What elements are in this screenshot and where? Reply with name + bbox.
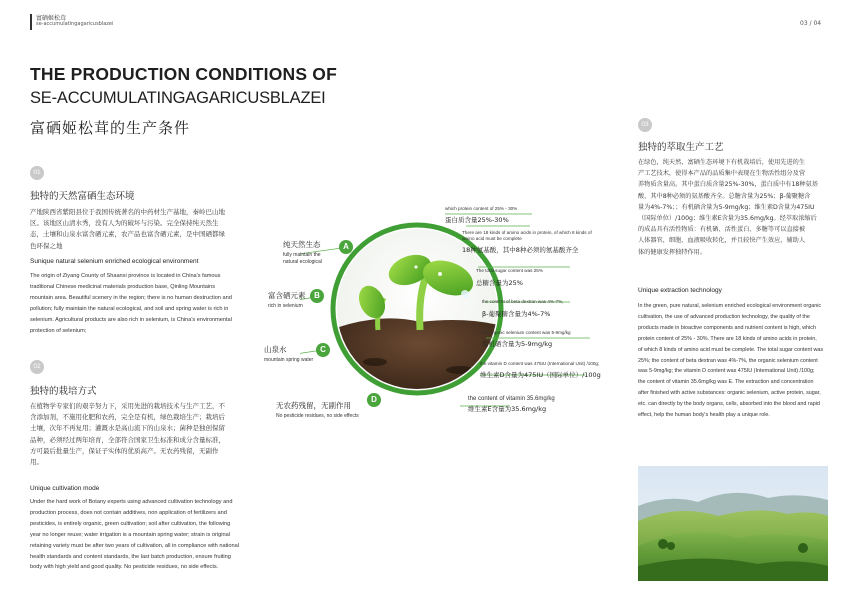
label-amino-cn: 18种氨基酸，其中8种必须的氨基酸齐全 [462, 246, 579, 254]
text-line: 25%; the content of beta dextran was 4%-7%, the organic selenium content [638, 357, 818, 364]
text-line: The origin of Ziyang County of Shaanxi province is located in China's famous [30, 273, 221, 279]
text-line: of which 8 kinds of amino acid must be complete. The total sugar content was [638, 346, 824, 353]
text-line: after finished with active substances: organic selenium, active protein, sugar, [638, 390, 821, 397]
text-line: the content of vitamin 35.6mg/kg was E. The extraction and concentration [638, 379, 814, 386]
title-cn: 富硒姬松茸的生产条件 [30, 119, 191, 137]
header-line2: se-accumulatingagaricusblazei [36, 21, 114, 27]
text-line: 色环保之地 [30, 241, 63, 250]
label-a-en1: fully maintain the [283, 252, 321, 258]
text-line: selenium. Agricultural products are also rich in selenium, is China's environmental [30, 316, 232, 323]
marker-d: D [367, 393, 381, 407]
text-line: 方可最后批量生产，保证子实体的优质高产。无农药残留，无副作 [30, 446, 219, 455]
title-en-line1: THE PRODUCTION CONDITIONS OF [30, 64, 337, 84]
label-vitamin-e-en: the content of vitamin 35.6mg/kg [468, 396, 555, 402]
label-c-cn: 山泉水 [264, 345, 287, 354]
label-c-en: mountain spring water [264, 357, 314, 363]
section-02-badge: 02 [30, 360, 44, 374]
text-line: traditional Chinese medicinal materials production base, Qinling Mountains [30, 283, 216, 290]
section-03-en-text [638, 301, 828, 421]
text-line: production process, does not contain additives, non application of fertilizers and [30, 509, 227, 516]
section-02-en-text [30, 497, 245, 573]
text-line: pollution; fully maintain the natural ecological, and soil and spring water is rich in [30, 305, 229, 312]
text-line: 在植物学专家们的艰辛努力下，采用先进的栽培技术与生产工艺，不 [30, 402, 225, 410]
text-line: pesticides, is entirely organic, green cultivation; soil after cultivation, the following [30, 520, 231, 527]
header-bar [30, 14, 32, 30]
text-line: 产工艺技术，使得本产品的品质集中表现在生物活性组分及营 [638, 170, 806, 178]
text-line: 用。 [30, 458, 43, 467]
marker-c: C [316, 343, 330, 357]
text-line: 的成品具有活性物质：有机硒、活性蛋白、多糖等可以直接被 [638, 226, 806, 234]
text-line: 土壤，次年不再复用；灌溉水是高山流下的山泉水；菌种是独创保留 [30, 424, 225, 433]
text-line: 产地陕西省紫阳县位于我国传统著名的中药材生产基地，秦岭巴山地 [30, 208, 225, 216]
label-amino-en: There are 18 kinds of amino acids in protein, of which 8 kinds of amino acid must be complete [462, 230, 592, 241]
text-line: 区。该地区山清水秀，没有人为的破坏与污染。完全保持纯天然生 [30, 219, 219, 228]
label-a-en2: natural ecological [283, 259, 322, 265]
label-selenium-en: the organic selenium content was 5-9mg/kg [482, 330, 571, 335]
section-02-cn-text [30, 401, 245, 468]
label-b-cn: 富含硒元素 [268, 291, 306, 300]
header-line1: 富硒姬松茸 [36, 15, 67, 22]
label-sugar-cn: 总糖含量为25% [476, 279, 523, 287]
label-protein-cn: 蛋白质含量25%-30% [445, 216, 509, 224]
label-d-cn: 无农药残留，无副作用 [276, 401, 351, 410]
label-b-en: rich in selenium [268, 303, 303, 309]
text-line: 在绿色，纯天然，富硒生态环境下有机栽培后，使用先进的生 [638, 159, 806, 166]
label-dextran-cn: β-葡聚糖含量为4%-7% [482, 310, 551, 318]
section-01-cn-text [30, 207, 245, 252]
section-02-en-title: Unique cultivation mode [30, 485, 100, 492]
section-01-en-title: Sunique natural selenium enriched ecological environment [30, 258, 199, 265]
text-line: protein content of 25% - 30%. There are 18 kinds of amino acids in protein, [638, 335, 817, 342]
label-sugar-en: The total sugar content was 25% [476, 268, 543, 273]
label-selenium-cn: 有机硒含量为5-9mg/kg [482, 340, 553, 348]
label-dextran-en: the content of beta dextran was 4%-7%, [482, 299, 564, 304]
section-03-cn-title: 独特的萃取生产工艺 [638, 142, 724, 153]
mountain-landscape-photo [638, 466, 828, 581]
text-line: year no longer reuse; water irrigation is a mountain spring water; strain is original [30, 531, 230, 538]
label-d-en: No pesticide residues, no side effects [276, 413, 359, 419]
text-line: 人体器官，细胞、血液吸收转化，并且较快产生效应，辅助人 [638, 237, 806, 245]
text-line: 酸，其中8种必须的氨基酸齐全。总糖含量为25%；β-葡聚糖含 [638, 192, 811, 200]
text-line: 含添加剂，不施用化肥和农药，完全是有机，绿色栽培生产；栽培后 [30, 413, 225, 422]
page-number: 03 / 04 [800, 20, 822, 27]
marker-a: A [339, 240, 353, 254]
text-line: protection of selenium; [30, 327, 87, 334]
marker-b: B [310, 289, 324, 303]
label-a-cn: 纯天然生态 [283, 240, 321, 249]
text-line: etc. can directly by the body organs, cells, absorbed into the blood and rapid [638, 401, 820, 408]
text-line: effect, help the human body's health play a unique role. [638, 412, 770, 419]
label-vitamin-e-cn: 维生素E含量为35.6mg/kg [468, 405, 547, 413]
section-01-cn-title: 独特的天然富硒生态环境 [30, 191, 135, 202]
label-vitamin-d-en: the vitamin D content was 475IU (International Unit) /100g; [480, 361, 600, 366]
section-03-badge: 03 [638, 118, 652, 132]
text-line: health standards and content standards, the last batch production, ensure fruiting [30, 553, 231, 560]
text-line: body with high yield and good quality. No pesticide residues, no side effects. [30, 564, 219, 571]
text-line: 体的健康发挥独特作用。 [638, 248, 707, 256]
section-03-cn-text [638, 157, 823, 258]
text-line: （国际单位）/100g；维生素E含量为35.6mg/kg。经萃取浓缩后 [638, 215, 817, 223]
text-line: In the green, pure natural, selenium enriched ecological environment organic [638, 303, 822, 309]
text-line: 养物质含量高。其中蛋白质含量25%-30%，蛋白质中有18种氨基 [638, 181, 818, 189]
text-line: retaining variety must be after two years of cultivation, all in compliance with national [30, 542, 239, 549]
title-en-line2: SE-ACCUMULATINGAGARICUSBLAZEI [30, 89, 326, 107]
text-line: was 5-9mg/kg; the vitamin D content was 475IU (International Unit) /100g; [638, 368, 815, 375]
label-protein-en: which protein content of 25% - 30% [445, 206, 518, 211]
text-line: mountain area. Beautiful scenery in the region; there is no human destruction and [30, 294, 232, 301]
section-01-en-text [30, 271, 245, 336]
section-02-cn-title: 独特的栽培方式 [30, 386, 97, 397]
section-01-badge: 01 [30, 166, 44, 180]
text-line: 态，土壤和山泉水富含硒元素，农产品也富含硒元素，是中国硒都绿 [30, 230, 225, 239]
section-03-en-title: Unique extraction technology [638, 287, 722, 294]
label-vitamin-d-cn: 维生素D含量为475IU（国际单位）/100g [480, 371, 601, 379]
text-line: Under the hard work of Botany experts using advanced cultivation technology and [30, 499, 233, 505]
text-line: cultivation, the use of advanced production technology, the quality of the [638, 313, 810, 320]
text-line: 品种，必须经过两年培育，全部符合国家卫生标准和成分含量标准， [30, 435, 225, 444]
text-line: products made in bioactive components and nutrient content is high, which [638, 324, 816, 331]
text-line: 量为4%-7%；；有机硒含量为5-9mg/kg；维生素D含量为475IU [638, 203, 815, 211]
